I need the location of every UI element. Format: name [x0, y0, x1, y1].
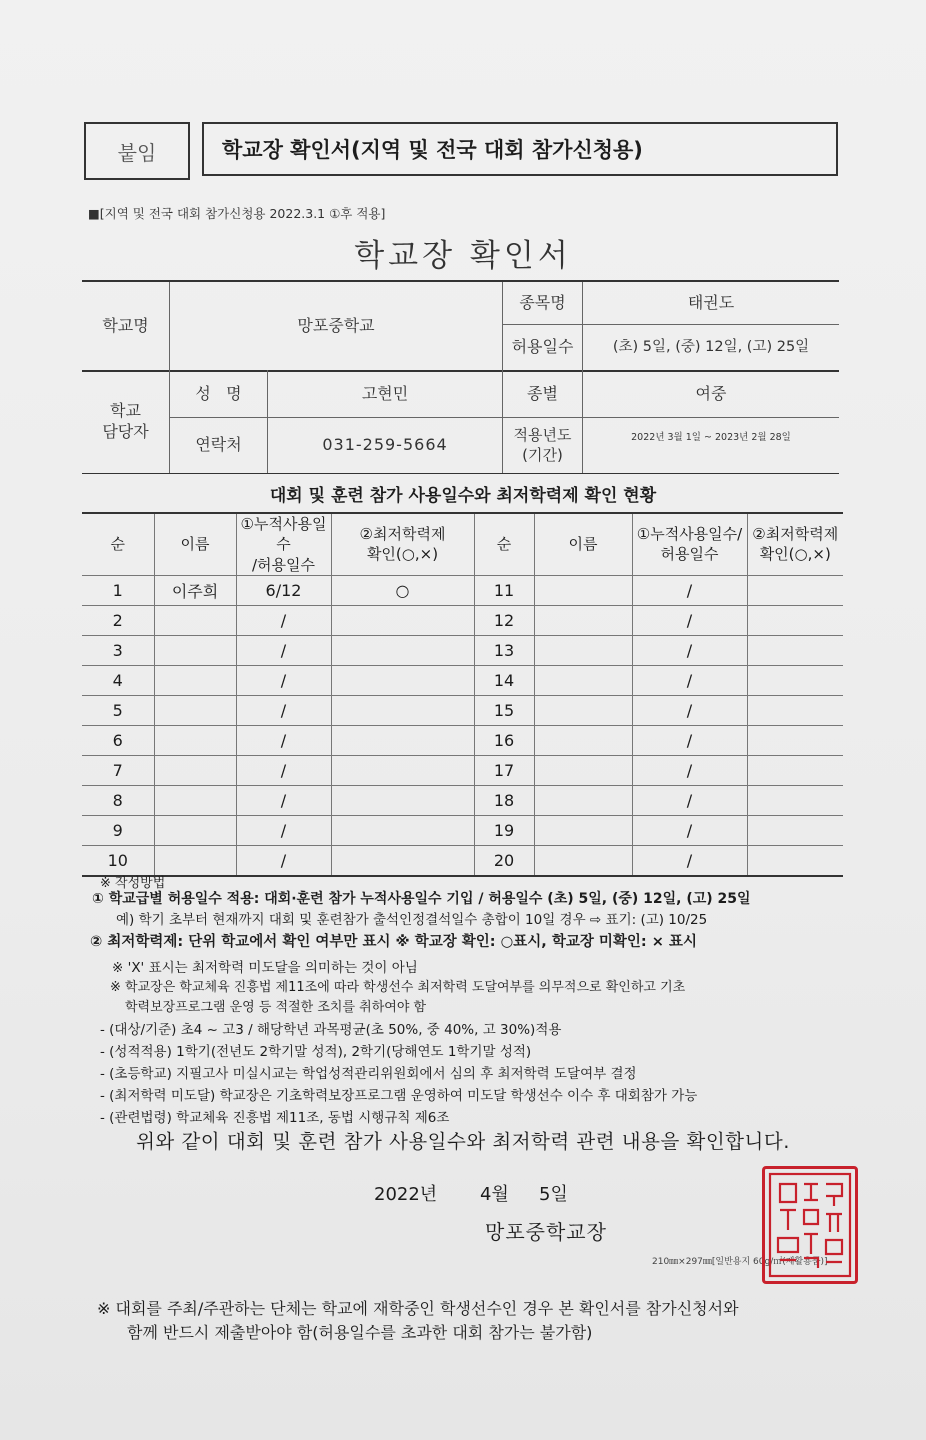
- header-note: ■[지역 및 전국 대회 참가신청용 2022.3.1 ①후 적용]: [88, 206, 386, 221]
- table-row: [82, 695, 843, 725]
- contact-value: 031-259-5664: [322, 435, 448, 455]
- attachment-label: 붙임: [84, 122, 190, 180]
- table-cell: 13: [474, 635, 534, 665]
- date-day: 5일: [539, 1184, 568, 1205]
- table-row: [82, 725, 843, 755]
- table-cell: [534, 725, 632, 755]
- table-header-cell: 이름: [534, 513, 632, 575]
- table-cell: 6: [82, 725, 154, 755]
- footer-note-line-1: ※ 대회를 주최/주관하는 단체는 학교에 재학중인 학생선수인 경우 본 확인서를 참가신청서와: [97, 1299, 739, 1318]
- instruction-item-1-example: 예) 학기 초부터 현재까지 대회 및 훈련참가 출석인정결석일수 총합이 10일 경우 ⇨ 표기: (고) 10/25: [116, 912, 708, 928]
- instruction-bullet: - (대상/기준) 초4 ~ 고3 / 해당학년 과목평균(초 50%, 중 40%, 고 30%)적용: [100, 1022, 562, 1038]
- school-name-value: 망포중학교: [297, 315, 375, 335]
- table-cell: [331, 755, 474, 785]
- table-cell: [747, 695, 843, 725]
- table-cell: /: [632, 665, 747, 695]
- status-table: [82, 512, 843, 877]
- table-cell: [747, 665, 843, 695]
- table-header-row: [82, 513, 843, 575]
- table-header-cell: ①누적사용일수/ 허용일수: [632, 513, 747, 575]
- table-cell: 11: [474, 575, 534, 605]
- gender-value: 여중: [695, 383, 727, 403]
- table-row: [82, 575, 843, 605]
- instruction-note-2a: ※ 학교장은 학교체육 진흥법 제11조에 따라 학생선수 최저학력 도달여부를 의무적으로 확인하고 기초: [110, 980, 686, 995]
- event-value: 태권도: [687, 292, 735, 312]
- instruction-item-1: ① 학교급별 허용일수 적용: 대회·훈련 참가 누적사용일수 기입 / 허용일수 (초) 5일, (중) 12일, (고) 25일: [92, 891, 751, 907]
- table-cell: 4: [82, 665, 154, 695]
- table-cell: 6/12: [236, 575, 331, 605]
- table-cell: /: [236, 635, 331, 665]
- table-cell: /: [236, 785, 331, 815]
- table-cell: [534, 845, 632, 876]
- allowed-days-label: 허용일수: [511, 337, 574, 357]
- name-label: 성 명: [195, 383, 242, 403]
- table-cell: /: [632, 845, 747, 876]
- table-cell: [747, 785, 843, 815]
- table-cell: /: [632, 755, 747, 785]
- table-cell: /: [632, 785, 747, 815]
- table-cell: [747, 635, 843, 665]
- table-cell: /: [632, 725, 747, 755]
- table-cell: 7: [82, 755, 154, 785]
- table-cell: [747, 605, 843, 635]
- table-cell: [331, 695, 474, 725]
- school-seal-stamp: [762, 1166, 858, 1284]
- paper-spec: 210㎜×297㎜[일반용지 60g/㎡(재활용품)]: [652, 1257, 828, 1267]
- table-cell: /: [236, 665, 331, 695]
- table-cell: [331, 605, 474, 635]
- table-cell: 2: [82, 605, 154, 635]
- table-cell: 19: [474, 815, 534, 845]
- table-cell: /: [236, 605, 331, 635]
- table-cell: 1: [82, 575, 154, 605]
- table-cell: 8: [82, 785, 154, 815]
- period-label: 적용년도 (기간): [513, 426, 572, 464]
- footer-note-line-2: 함께 반드시 제출받아야 함(허용일수를 초과한 대회 참가는 불가함): [127, 1323, 593, 1342]
- table-cell: 3: [82, 635, 154, 665]
- school-name-label: 학교명: [102, 315, 149, 335]
- table-header-cell: ①누적사용일수 /허용일수: [236, 513, 331, 575]
- table-cell: /: [236, 845, 331, 876]
- instruction-bullet: - (성적적용) 1학기(전년도 2학기말 성적), 2학기(당해연도 1학기말 성적): [100, 1044, 532, 1060]
- table-header-cell: 순: [82, 513, 154, 575]
- table-cell: [747, 725, 843, 755]
- event-label: 종목명: [519, 292, 566, 312]
- table-cell: [747, 575, 843, 605]
- table-cell: [534, 605, 632, 635]
- manager-label: 학교 담당자: [102, 401, 149, 441]
- table-cell: /: [632, 815, 747, 845]
- form-title: 학교장 확인서(지역 및 전국 대회 참가신청용): [202, 122, 838, 176]
- table-row: [82, 815, 843, 845]
- instruction-bullet: - (최저학력 미도달) 학교장은 기초학력보장프로그램 운영하여 미도달 학생선수 이수 후 대회참가 가능: [100, 1088, 698, 1104]
- table-cell: 이주희: [154, 575, 236, 605]
- table-cell: /: [236, 725, 331, 755]
- table-row: [82, 635, 843, 665]
- table-cell: 16: [474, 725, 534, 755]
- period-value: 2022년 3월 1일 ~ 2023년 2월 28일: [631, 431, 791, 443]
- table-cell: [331, 785, 474, 815]
- table-row: [82, 845, 843, 876]
- table-cell: 18: [474, 785, 534, 815]
- info-table: [82, 280, 839, 474]
- table-cell: [331, 725, 474, 755]
- date-month: 4월: [480, 1184, 509, 1205]
- instructions-heading: ※ 작성방법: [100, 876, 166, 891]
- table-row: [82, 755, 843, 785]
- table-cell: [534, 815, 632, 845]
- table-cell: ○: [331, 575, 474, 605]
- table-cell: [747, 755, 843, 785]
- table-cell: [154, 845, 236, 876]
- table-cell: [331, 665, 474, 695]
- table-cell: [154, 665, 236, 695]
- table-cell: 20: [474, 845, 534, 876]
- name-value: 고현민: [361, 383, 409, 403]
- table-header-cell: 이름: [154, 513, 236, 575]
- confirm-statement: 위와 같이 대회 및 훈련 참가 사용일수와 최저학력 관련 내용을 확인합니다.: [136, 1130, 790, 1153]
- seal-mark-icon: [766, 1170, 854, 1280]
- table-cell: /: [632, 575, 747, 605]
- table-cell: [154, 815, 236, 845]
- table-cell: 12: [474, 605, 534, 635]
- table-cell: [154, 695, 236, 725]
- table-header-cell: 순: [474, 513, 534, 575]
- table-cell: [154, 605, 236, 635]
- contact-label: 연락처: [195, 435, 242, 455]
- table-cell: [534, 575, 632, 605]
- status-title: 대회 및 훈련 참가 사용일수와 최저학력제 확인 현황: [269, 486, 657, 506]
- table-cell: [534, 755, 632, 785]
- table-cell: [154, 635, 236, 665]
- table-cell: [331, 815, 474, 845]
- instruction-note-2b: 학력보장프로그램 운영 등 적절한 조치를 취하여야 함: [125, 1000, 427, 1015]
- allowed-days-value: (초) 5일, (중) 12일, (고) 25일: [612, 339, 810, 356]
- table-cell: /: [236, 755, 331, 785]
- principal-title: 망포중학교장: [485, 1220, 607, 1244]
- instruction-note-1: ※ 'X' 표시는 최저학력 미도달을 의미하는 것이 아님: [112, 960, 418, 976]
- table-header-cell: ②최저학력제 확인(○,×): [747, 513, 843, 575]
- table-cell: 14: [474, 665, 534, 695]
- table-cell: 9: [82, 815, 154, 845]
- gender-label: 종별: [527, 383, 558, 403]
- instruction-bullet: - (초등학교) 지필고사 미실시교는 학업성적관리위원회에서 심의 후 최저학력 도달여부 결정: [100, 1066, 637, 1082]
- table-cell: /: [632, 605, 747, 635]
- instruction-item-2: ② 최저학력제: 단위 학교에서 확인 여부만 표시 ※ 학교장 확인: ○표시, 학교장 미확인: × 표시: [90, 934, 697, 950]
- table-cell: [154, 755, 236, 785]
- table-cell: [154, 785, 236, 815]
- table-cell: [534, 665, 632, 695]
- table-row: [82, 785, 843, 815]
- table-cell: [747, 845, 843, 876]
- table-cell: [534, 695, 632, 725]
- table-row: [82, 605, 843, 635]
- table-cell: 10: [82, 845, 154, 876]
- doc-title: 학교장 확인서: [354, 238, 572, 274]
- table-cell: [331, 845, 474, 876]
- table-cell: [331, 635, 474, 665]
- table-cell: 17: [474, 755, 534, 785]
- date-year: 2022년: [374, 1184, 438, 1205]
- table-cell: /: [236, 695, 331, 725]
- table-cell: /: [632, 635, 747, 665]
- table-cell: 15: [474, 695, 534, 725]
- table-cell: [747, 815, 843, 845]
- table-cell: [534, 635, 632, 665]
- table-row: [82, 665, 843, 695]
- table-cell: [534, 785, 632, 815]
- table-header-cell: ②최저학력제 확인(○,×): [331, 513, 474, 575]
- instruction-bullet: - (관련법령) 학교체육 진흥법 제11조, 동법 시행규칙 제6조: [100, 1110, 450, 1126]
- table-cell: 5: [82, 695, 154, 725]
- table-cell: /: [632, 695, 747, 725]
- table-cell: /: [236, 815, 331, 845]
- table-cell: [154, 725, 236, 755]
